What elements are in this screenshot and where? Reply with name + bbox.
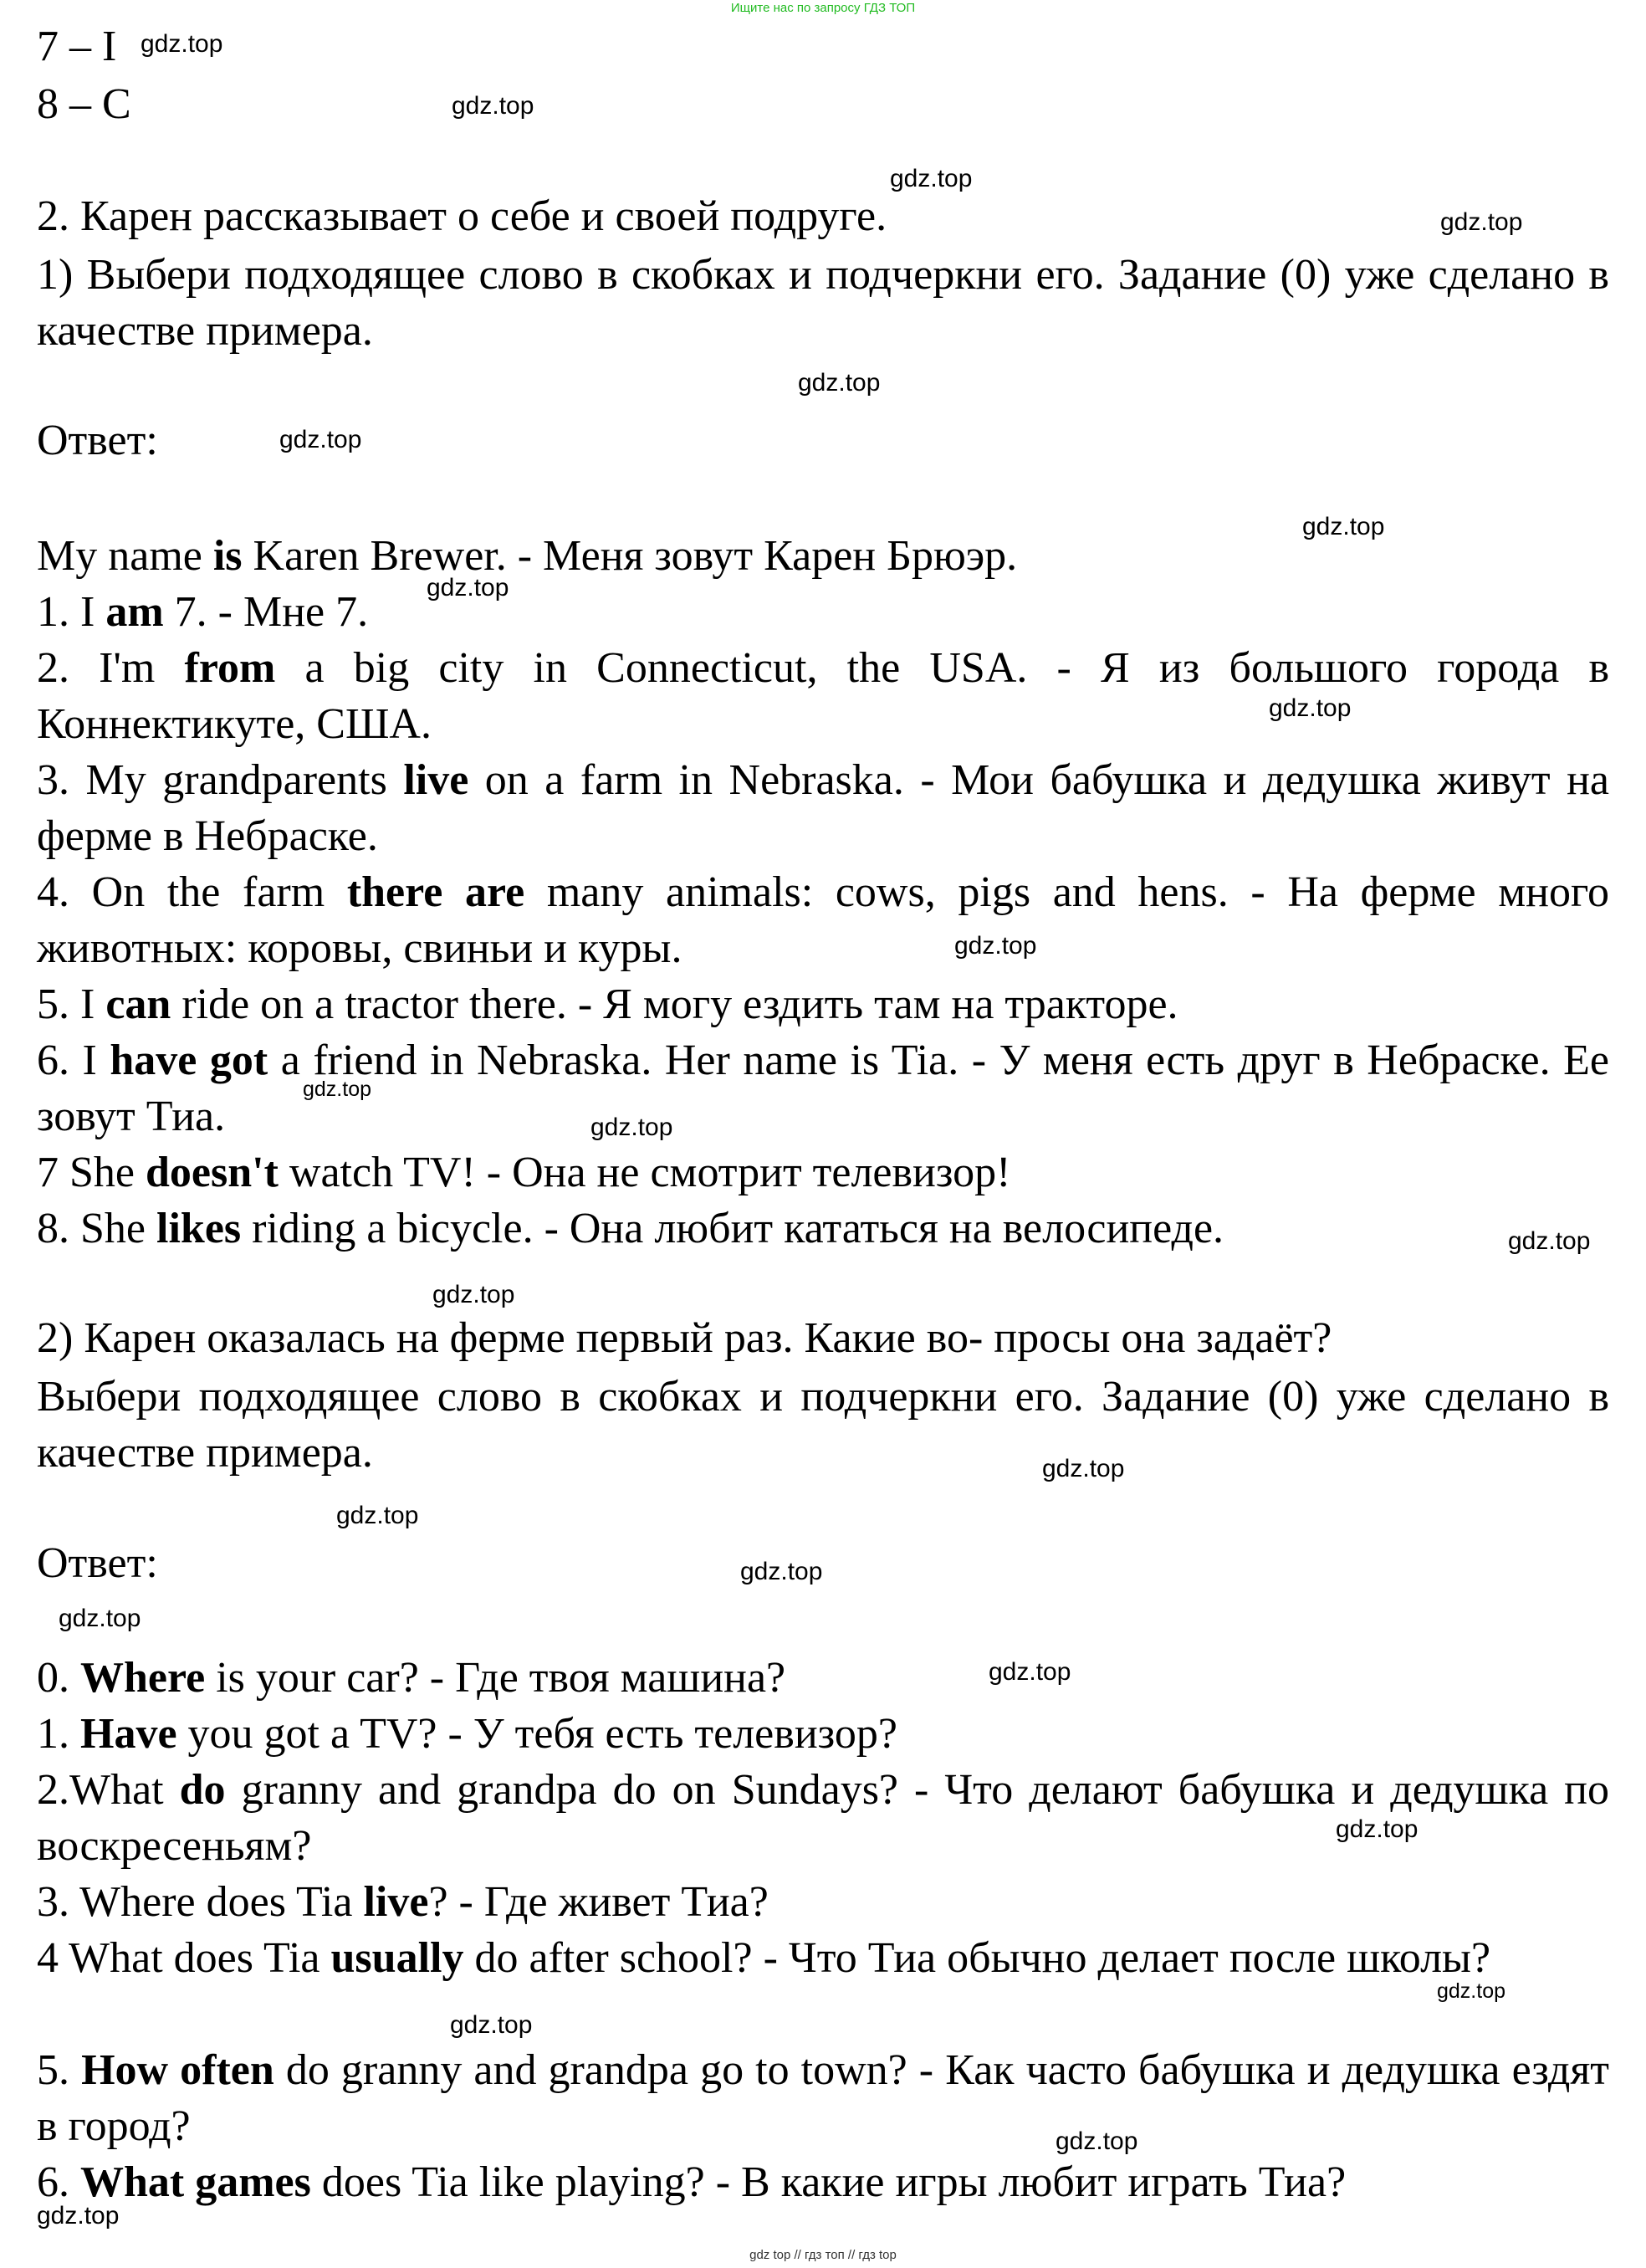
sub2-item-5: 5. How often do granny and grandpa go to town? - Как часто бабушка и дедушка ездят в город? [37, 2046, 1609, 2150]
sub2-item-2: 2.What do granny and grandpa do on Sundays? - Что делают бабушка и дедушка по воскресеньям? [37, 1766, 1610, 1870]
watermark-text: gdz.top [740, 1558, 823, 1585]
watermark-text: gdz.top [954, 932, 1037, 960]
watermark-text: gdz.top [59, 1605, 141, 1632]
watermark-text: gdz.top [37, 2202, 120, 2230]
watermark-text: gdz.top [452, 92, 534, 120]
sub2-instruction-rest: Выбери подходящее слово в скобках и подчеркни его. Задание (0) уже сделано в качестве примера. [37, 1373, 1609, 1477]
watermark-text: gdz.top [336, 1502, 419, 1529]
sub2-item-3: 3. Where does Tia live? - Где живет Тиа? [37, 1878, 769, 1926]
bottom-banner: gdz top // гдз топ // гдз top [749, 2248, 897, 2262]
sub1-item-0: My name is Karen Brewer. - Меня зовут Карен Брюэр. [37, 532, 1018, 580]
watermark-text: gdz.top [590, 1114, 673, 1141]
sub1-instruction: 1) Выбери подходящее слово в скобках и подчеркни его. Задание (0) уже сделано в качестве примера. [37, 251, 1609, 355]
prev-answer-7: 7 – I [37, 23, 117, 70]
watermark-text: gdz.top [1056, 2127, 1138, 2155]
watermark-text: gdz.top [798, 369, 881, 397]
sub2-instruction-line1: 2) Карен оказалась на ферме первый раз. Какие во- просы она задаёт? [37, 1314, 1332, 1362]
watermark-text: gdz.top [890, 165, 973, 192]
watermark-text: gdz.top [1336, 1815, 1419, 1843]
watermark-text: gdz.top [1042, 1455, 1125, 1482]
sub1-item-8: 8. She likes riding a bicycle. - Она любит кататься на велосипеде. [37, 1205, 1224, 1252]
watermark-text: gdz.top [1440, 208, 1523, 236]
prev-answer-8: 8 – C [37, 80, 131, 128]
watermark-text: gdz.top [989, 1658, 1071, 1686]
watermark-text: gdz.top [427, 574, 509, 602]
watermark-text: gdz.top [1269, 694, 1352, 722]
watermark-text: gdz.top [1508, 1227, 1591, 1255]
sub1-item-3: 3. My grandparents live on a farm in Nebraska. - Мои бабушка и дедушка живут на ферме в Небраске. [37, 756, 1609, 860]
task2-title: 2. Карен рассказывает о себе и своей подруге. [37, 192, 887, 240]
sub2-item-1: 1. Have you got a TV? - У тебя есть телевизор? [37, 1710, 897, 1758]
sub1-item-4: 4. On the farm there are many animals: cows, pigs and hens. - На ферме много животных: коровы, свиньи и куры. [37, 868, 1609, 972]
watermark-text: gdz.top [141, 30, 223, 58]
watermark-text: gdz.top [1302, 513, 1385, 540]
watermark-text: gdz.top [432, 1281, 515, 1308]
top-banner: Ищите нас по запросу ГДЗ ТОП [730, 1, 916, 15]
sub1-item-2: 2. I'm from a big city in Connecticut, the USA. - Я из большого города в Коннектикуте, США. [37, 644, 1609, 748]
sub1-item-5: 5. I can ride on a tractor there. - Я могу ездить там на тракторе. [37, 980, 1178, 1028]
sub1-answer-label: Ответ: [37, 417, 158, 464]
watermark-text: gdz.top [1437, 1979, 1506, 2003]
sub1-item-7: 7 She doesn't watch TV! - Она не смотрит телевизор! [37, 1149, 1011, 1196]
sub1-item-6: 6. I have got a friend in Nebraska. Her name is Tia. - У меня есть друг в Небраске. Ее зовут Тиа. [37, 1037, 1609, 1140]
sub2-item-6: 6. What games does Tia like playing? - В какие игры любит играть Тиа? [37, 2158, 1347, 2206]
sub2-item-4: 4 What does Tia usually do after school? - Что Тиа обычно делает после школы? [37, 1934, 1491, 1982]
watermark-text: gdz.top [303, 1078, 372, 1101]
watermark-text: gdz.top [279, 426, 362, 453]
sub1-item-1: 1. I am 7. - Мне 7. [37, 588, 369, 636]
sub2-answer-label: Ответ: [37, 1539, 158, 1587]
watermark-text: gdz.top [450, 2011, 533, 2039]
sub2-item-0: 0. Where is your car? - Где твоя машина? [37, 1654, 786, 1702]
